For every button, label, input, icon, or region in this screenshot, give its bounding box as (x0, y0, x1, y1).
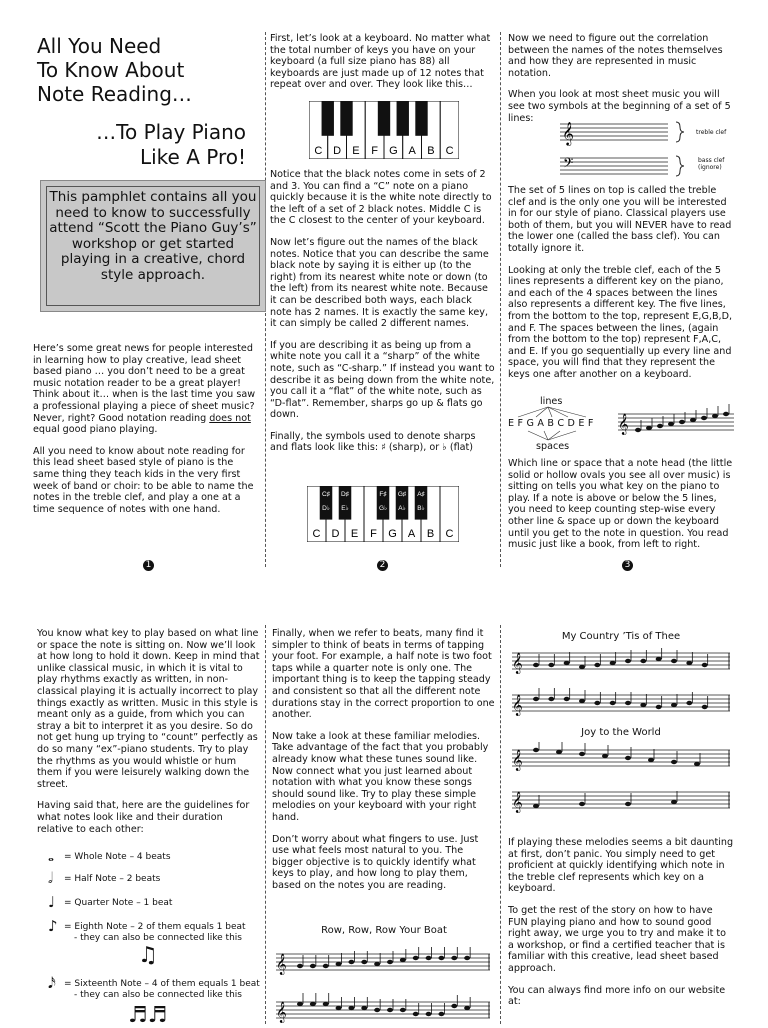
treble-clef-icon: 𝄞 (562, 121, 574, 145)
paragraph: If you are describing it as being up from a white note you call it a “sharp” of the white note, such as “C-sharp.” If instead you want to describe it as being down from the white note, you call it a “flat” of the white note, such as “D-flat”. Remember, sharps go up & flats go down. (270, 339, 495, 421)
note-head (348, 960, 354, 964)
paragraph: Looking at only the treble clef, each of the 5 lines represents a different key on the piano, and each of the 4 spaces between the lines also represents a different key. The five lines, from the bottom to the top, represent E,G,B,D, and F. The spaces between the lines, (again from the bottom to the top) represent F,A,C, and E. If you go sequentially up every line and space, you will find that they represent the keys one after another on a keyboard. (508, 264, 733, 380)
note-head (657, 424, 663, 428)
note-head (533, 748, 539, 752)
sixteenth-note-row: 𝅘𝅥𝅯 = Sixteenth Note – 4 of them equals 1 beat - they can also be connected like this (48, 974, 260, 1000)
note-head (668, 422, 674, 426)
paragraph: Having said that, here are the guidelines for what notes look like and their duration relative to each other: (37, 800, 250, 835)
whole-note-icon: 𝅝 (48, 847, 54, 865)
note-head (361, 1006, 367, 1010)
note-head (635, 428, 641, 432)
lines-label: lines (540, 396, 563, 407)
black-key-label: E♭ (341, 505, 349, 512)
bass-clef-label: bass clef (ignore) (698, 157, 725, 171)
paragraph: Now take a look at these familiar melodies. Take advantage of the fact that you probably already know what these tunes sound like. Now connect what you just learned about notation with what you know these songs should sound like. Try to play these simple melodies on your keyboard with your right hand. (272, 730, 489, 823)
note-head (533, 804, 539, 808)
key-label: D (331, 528, 340, 540)
key-label: F (370, 528, 377, 540)
paragraph: Which line or space that a note head (the little solid or hollow ovals you see all over music) is sitting on tells you what key on the piano to play. If a note is above or below the 5 lines, you need to keep counting step-wise every other line & space up or down the keyboard until you get to the note in question. You read music just like a book, from left to right. (508, 458, 733, 551)
note-head (387, 960, 393, 964)
note-head (297, 1002, 303, 1006)
key-label: A (408, 145, 416, 157)
treble-staff-notes (616, 400, 736, 452)
paragraph: You know what key to play based on what line or space the note is sitting on. Now we’ll look at how long to hold it down. Keep in mind that unlike classical music, in which it is vital to play rhythms exactly as written, in non-classical playing it is actually incorrect to play things exactly as written. Music in this style is meant only as a guide, from which you can stray a bit to interpret it as you desire. So do not get hung up trying to “count” perfectly as do so many “ex”-piano students. Try to play the rhythms as you would whistle or hum them if you were leisurely walking down the street. (37, 628, 260, 790)
note-head (625, 802, 631, 806)
song-title: Joy to the World (581, 727, 661, 738)
column-4 (37, 628, 261, 845)
note-head (656, 705, 662, 709)
keyboard-diagram (309, 101, 459, 159)
note-head (413, 1012, 419, 1016)
beamed-eighths-icon: ♫ (138, 943, 158, 968)
beamed-sixteenths-icon: ♬♬ (128, 1003, 168, 1028)
note-head (671, 703, 677, 707)
key-label: B (427, 145, 435, 157)
column-divider (500, 625, 501, 1024)
note-head (686, 701, 692, 705)
note-head (701, 416, 707, 420)
paragraph: First, let’s look at a keyboard. No matter what the total number of keys you have on your keyboard (a full size piano has 88) all keyboards are just made up of 12 notes that repeat over and over. They look like this… (270, 33, 491, 91)
note-head (723, 412, 729, 416)
intro-paragraph: Here’s some great news for people interested in learning how to play creative, lead sheet based piano … you don’t need to be a great music notation reader to be a great player! Think about it… when is the last time you saw a professional playing a piece of sheet music? Never, right? Good notation reading does not equal good piano playing. (33, 343, 256, 436)
note-head (640, 659, 646, 663)
column-2 (270, 33, 496, 101)
black-key (415, 101, 427, 136)
paragraph: Don’t worry about what fingers to use. Just use what feels most natural to you. The bigger objective is to quickly identify what keys to play, and how long to play them, based on the notes you are reading. (272, 833, 479, 891)
treble-clef-icon: 𝄞 (512, 750, 523, 771)
page-number: 1 (143, 560, 154, 571)
note-head (594, 701, 600, 705)
promo-text: This pamphlet contains all you need to know to successfully attend “Scott the Piano Guy’s” workshop or get started playing in a creative, chord style approach. (46, 186, 260, 306)
song-title: Row, Row, Row Your Boat (321, 925, 447, 936)
eighth-note-icon: ♪ (48, 917, 58, 935)
black-key-label: A♯ (417, 491, 425, 498)
keyboard-sharps-flats-diagram (307, 486, 459, 542)
bass-clef-icon: 𝄢 (563, 155, 574, 174)
black-key-label: C♯ (322, 491, 330, 498)
note-head (579, 802, 585, 806)
promo-box (40, 180, 266, 312)
black-key-label: B♭ (417, 505, 425, 512)
song-staff-joy (512, 742, 734, 814)
note-head (702, 663, 708, 667)
page-title: All You Need To Know About Note Reading… (37, 34, 192, 106)
note-head (464, 1006, 470, 1010)
page-number: 2 (377, 560, 388, 571)
note-head (625, 756, 631, 760)
paragraph: If playing these melodies seems a bit daunting at first, don’t panic. You simply need to get proficient at quickly identifying which note in the treble clef represents which key on a keyboard. (508, 837, 734, 895)
note-head (671, 659, 677, 663)
note-sequence: E F G A B C D E F (508, 418, 594, 429)
song-title: My Country ’Tis of Thee (561, 631, 681, 642)
black-key-label: G♭ (378, 505, 388, 512)
eighth-note-row: ♪ = Eighth Note – 2 of them equals 1 beat - they can also be connected like this (48, 917, 246, 943)
note-head (564, 697, 570, 701)
note-head (690, 418, 696, 422)
paragraph: You can always find more info on our website at: (508, 984, 726, 1008)
note-head (310, 964, 316, 968)
column-5 (272, 628, 496, 901)
note-head (648, 758, 654, 762)
page-number: 3 (622, 560, 633, 571)
black-key-label: A♭ (398, 505, 406, 512)
sixteenth-note-icon: 𝅘𝅥𝅯 (48, 974, 56, 992)
black-key (397, 101, 409, 136)
key-label: G (389, 145, 398, 157)
note-head (671, 760, 677, 764)
note-head (533, 697, 539, 701)
paragraph: Finally, when we refer to beats, many find it simpler to think of beats in terms of tapping your foot. For example, a half note is two foot taps while a quarter note is only one. The important thing is to keep the tapping steady and consistent so that all the different note durations stay in the correct proportion to one another. (272, 628, 495, 721)
note-head (374, 1008, 380, 1012)
treble-clef-label: treble clef (696, 129, 727, 136)
paragraph: To get the rest of the story on how to have FUN playing piano and how to sound good right away, we urge you to try and make it to a workshop, or find a certified teacher that is familiar with this creative, lead sheet based approach. (508, 904, 727, 974)
note-head (426, 956, 432, 960)
note-head (438, 956, 444, 960)
column-3-cont (508, 185, 734, 391)
note-head (361, 960, 367, 964)
note-head (451, 1004, 457, 1008)
key-label: C (445, 528, 454, 540)
half-note-icon: 𝅗𝅥 (48, 869, 53, 887)
note-head (694, 762, 700, 766)
note-head (671, 800, 677, 804)
spaces-label: spaces (536, 441, 570, 452)
note-head (348, 1006, 354, 1010)
column-2-cont (270, 169, 496, 464)
key-label: A (407, 528, 416, 540)
black-key-label: G♯ (397, 491, 407, 498)
key-label: G (388, 528, 397, 540)
column-3-cont2 (508, 458, 734, 561)
note-head (464, 956, 470, 960)
note-head (686, 661, 692, 665)
column-divider (265, 625, 266, 1024)
black-key (340, 101, 352, 136)
treble-clef-icon: 𝄞 (276, 954, 287, 975)
note-head (400, 958, 406, 962)
paragraph: Now we need to figure out the correlation between the names of the notes themselves and how they are represented in music notation. (508, 33, 723, 79)
note-head (374, 962, 380, 966)
note-head (640, 703, 646, 707)
song-staff-row-row (276, 942, 494, 1024)
quarter-note-row: ♩ = Quarter Note – 1 beat (48, 893, 173, 911)
key-label: C (314, 145, 323, 157)
note-head (387, 1008, 393, 1012)
note-head (579, 665, 585, 669)
note-head (438, 1012, 444, 1016)
treble-clef-icon: 𝄞 (618, 414, 629, 435)
note-head (556, 750, 562, 754)
column-1 (33, 343, 261, 525)
note-head (625, 701, 631, 705)
note-head (400, 1008, 406, 1012)
note-head (336, 962, 342, 966)
note-head (602, 754, 608, 758)
key-label: F (371, 145, 378, 157)
paragraph: Now let’s figure out the names of the black notes. Notice that you can describe the same black note by saying it is either up (to the right) from its nearest white note or down (to the left) from its nearest white note. Because it can be described both ways, each black note has 2 names. It is exactly the same key, it can simply be called 2 different names. (270, 236, 489, 330)
treble-clef-icon: 𝄞 (512, 792, 523, 813)
note-head (712, 414, 718, 418)
note-head (610, 701, 616, 705)
black-key (378, 101, 390, 136)
note-head (548, 697, 554, 701)
note-head (336, 1006, 342, 1010)
black-key-label: D♯ (341, 491, 349, 498)
paragraph: Finally, the symbols used to denote sharps and flats look like this: ♯ (sharp), or ♭ (flat) (270, 430, 476, 454)
note-head (679, 420, 685, 424)
note-head (610, 661, 616, 665)
paragraph: When you look at most sheet music you will see two symbols at the beginning of a set of 5 lines: (508, 89, 731, 124)
note-head (625, 659, 631, 663)
column-divider (500, 32, 501, 567)
note-head (323, 1002, 329, 1006)
note-head (426, 1012, 432, 1016)
note-head (310, 1002, 316, 1006)
note-head (548, 663, 554, 667)
key-label: C (445, 145, 454, 157)
paragraph: All you need to know about note reading for this lead sheet based style of piano is the same thing they teach kids in the very first week of band or choir: to be able to name the notes in the treble clef, and play a one at a time sequence of notes with one hand. (33, 445, 254, 515)
key-label: C (312, 528, 321, 540)
note-head (702, 705, 708, 709)
song-staff-my-country (512, 645, 734, 717)
paragraph: The set of 5 lines on top is called the treble clef and is the only one you will be interested in for our style of piano. Classical players use both of them, but you will NEVER have to read the lower one (called the bass clef). You can totally ignore it. (508, 185, 732, 254)
note-head (451, 956, 457, 960)
half-note-row: 𝅗𝅥 = Half Note – 2 beats (48, 869, 161, 887)
note-head (594, 663, 600, 667)
note-head (579, 699, 585, 703)
note-head (564, 661, 570, 665)
key-label: D (333, 145, 342, 157)
treble-clef-icon: 𝄞 (512, 695, 523, 716)
note-head (656, 657, 662, 661)
note-head (297, 964, 303, 968)
note-head (533, 663, 539, 667)
treble-clef-icon: 𝄞 (276, 1002, 287, 1023)
treble-clef-icon: 𝄞 (512, 653, 523, 674)
note-head (413, 956, 419, 960)
key-label: E (352, 145, 360, 157)
black-key (322, 101, 334, 136)
black-key-label: F♯ (379, 491, 387, 498)
note-head (579, 752, 585, 756)
whole-note-row: 𝅝 = Whole Note – 4 beats (48, 847, 171, 865)
key-label: E (350, 528, 359, 540)
subtitle: …To Play Piano Like A Pro! (96, 120, 246, 169)
quarter-note-icon: ♩ (48, 893, 56, 911)
note-head (323, 964, 329, 968)
paragraph: Notice that the black notes come in sets of 2 and 3. You can find a “C” note on a piano quickly because it is the white note directly to the left of a set of 2 black notes. Middle C is the C closest to the center of your keyboard. (270, 169, 492, 227)
key-label: B (426, 528, 435, 540)
column-6 (508, 837, 734, 1018)
note-head (646, 426, 652, 430)
black-key-label: D♭ (322, 505, 330, 512)
